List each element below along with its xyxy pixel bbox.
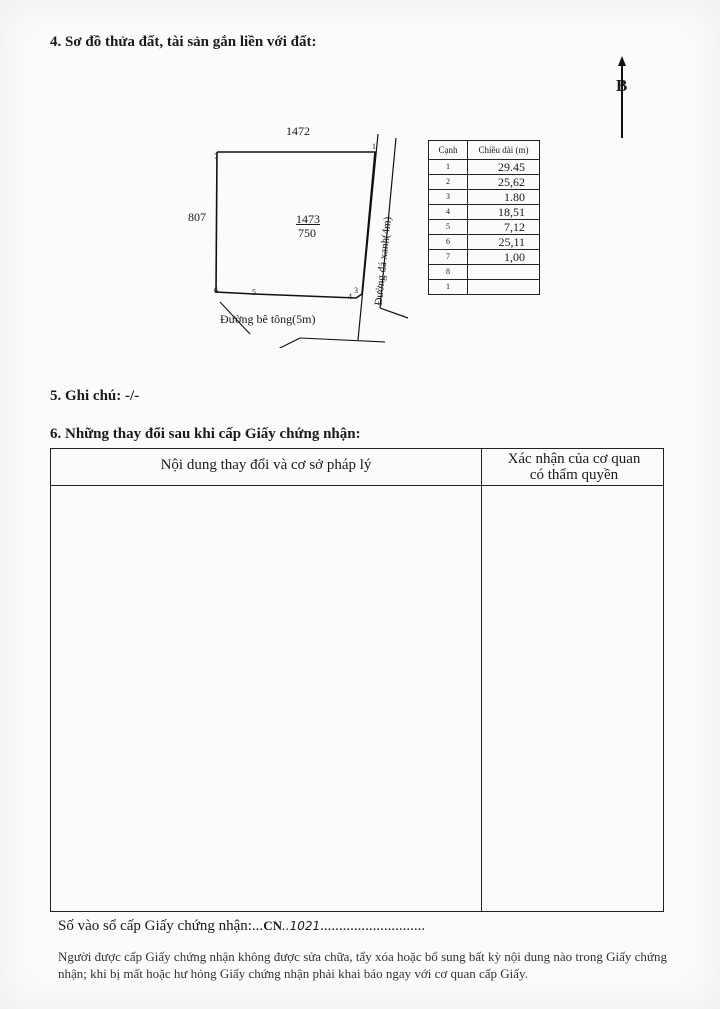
authority-confirmation-header xyxy=(483,451,665,483)
edge-cell: 2 xyxy=(429,175,468,190)
changes-content-header: Nội dung thay đổi và cơ sở pháp lý xyxy=(160,457,372,473)
table-row xyxy=(429,160,540,175)
length-cell: 1.80 xyxy=(468,190,540,205)
parcel-area: 750 xyxy=(298,226,316,240)
register-prefix: Số vào sổ cấp Giấy chứng nhận:... xyxy=(58,918,264,934)
edge-cell: 7 xyxy=(429,250,468,265)
road-corner-east xyxy=(380,308,408,318)
register-cn: CN xyxy=(263,918,282,933)
neighbor-parcel-north: 1472 xyxy=(286,124,310,138)
table-row xyxy=(429,265,540,280)
length-cell: 25,11 xyxy=(468,235,540,250)
edge-cell: 8 xyxy=(429,265,468,280)
edge-cell: 1 xyxy=(429,160,468,175)
road-south-curve-a xyxy=(268,338,300,348)
edge-cell: 1 xyxy=(429,280,468,295)
table-row xyxy=(429,280,540,295)
vertex-label: 7 xyxy=(214,152,218,161)
header-divider xyxy=(51,485,663,486)
certificate-notice: Người được cấp Giấy chứng nhận không được sửa chữa, tẩy xóa hoặc bổ sung bất kỳ nội dung nào trong Giấy chứng nhận; khi bị mất hoặc hư hỏng Giấy chứng nhận phải khai báo ngay với cơ quan cấp Giấy. xyxy=(58,949,667,981)
parcel-number: 1473 xyxy=(296,212,320,226)
road-south-curve-b xyxy=(300,338,385,342)
register-number-line xyxy=(58,918,425,935)
edge-cell: 3 xyxy=(429,190,468,205)
col-edge-header: Cạnh xyxy=(429,141,468,160)
edge-cell: 4 xyxy=(429,205,468,220)
vertex-label: 6 xyxy=(214,286,218,295)
vertex-label: 4 xyxy=(348,292,352,301)
table-row xyxy=(429,250,540,265)
length-cell: 18,51 xyxy=(468,205,540,220)
table-row xyxy=(429,175,540,190)
vertex-label: 3 xyxy=(354,286,358,295)
length-cell xyxy=(468,280,540,295)
section-5-heading: 5. Ghi chú: -/- xyxy=(50,388,140,404)
register-number: ..1021 xyxy=(281,919,321,933)
table-row xyxy=(429,220,540,235)
vertex-label: 5 xyxy=(252,288,256,297)
changes-table xyxy=(50,448,664,912)
length-cell: 1,00 xyxy=(468,250,540,265)
section-4-heading: 4. Sơ đồ thửa đất, tài sản gắn liền với đất: xyxy=(50,34,317,50)
section-6-heading: 6. Những thay đổi sau khi cấp Giấy chứng nhận: xyxy=(50,426,361,442)
north-arrow-icon xyxy=(612,56,634,140)
edge-cell: 6 xyxy=(429,235,468,250)
edge-cell: 5 xyxy=(429,220,468,235)
road-east-edge-west xyxy=(358,134,378,340)
register-dots: ............................ xyxy=(320,918,426,934)
neighbor-parcel-west: 807 xyxy=(188,210,206,224)
authority-header-line2: có thẩm quyền xyxy=(529,467,619,483)
authority-header-line1: Xác nhận của cơ quan xyxy=(507,451,641,467)
table-row xyxy=(429,205,540,220)
table-row xyxy=(429,235,540,250)
edge-length-table xyxy=(428,140,540,295)
length-cell: 7,12 xyxy=(468,220,540,235)
vertex-label: 1 xyxy=(372,142,376,151)
col-length-header: Chiều dài (m) xyxy=(468,141,540,160)
length-cell: 29.45 xyxy=(468,160,540,175)
north-label: B xyxy=(616,76,628,95)
table-header-row xyxy=(429,141,540,160)
column-divider xyxy=(481,449,482,911)
road-south-label: Đường bê tông(5m) xyxy=(220,312,316,326)
table-row xyxy=(429,190,540,205)
road-east-label: Đường đá xanh(4m) xyxy=(372,216,394,307)
length-cell: 25,62 xyxy=(468,175,540,190)
length-cell xyxy=(468,265,540,280)
